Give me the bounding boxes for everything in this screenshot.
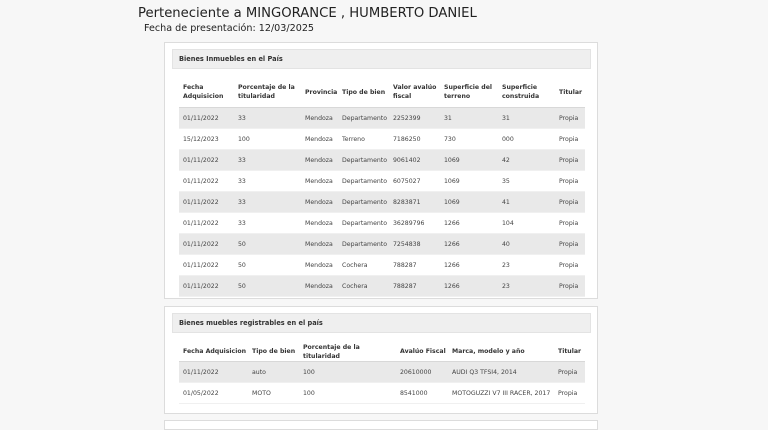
table-cell: Departamento (338, 150, 389, 171)
real-estate-table-header (179, 77, 585, 108)
table-cell: Departamento (338, 192, 389, 213)
table-cell: 01/11/2022 (179, 150, 234, 171)
table-cell: Mendoza (301, 213, 338, 234)
table-cell: Propia (555, 171, 585, 192)
table-cell: 35 (498, 171, 555, 192)
table-cell: 01/11/2022 (179, 108, 234, 129)
table-row (179, 234, 585, 255)
table-cell: 50 (234, 276, 301, 297)
column-header: Fecha Adquisicion (179, 77, 234, 108)
table-cell: Propia (555, 234, 585, 255)
column-header: Titular (554, 342, 585, 362)
table-cell: 1069 (440, 192, 498, 213)
table-cell: 33 (234, 150, 301, 171)
table-cell: Departamento (338, 213, 389, 234)
table-cell: auto (248, 362, 299, 383)
table-cell: AUDI Q3 TFSI4, 2014 (448, 362, 554, 383)
table-cell: 01/11/2022 (179, 362, 248, 383)
table-cell: 31 (498, 108, 555, 129)
table-cell: 50 (234, 255, 301, 276)
table-cell: 7254838 (389, 234, 440, 255)
table-cell: Mendoza (301, 150, 338, 171)
column-header: Valor avalúo fiscal (389, 77, 440, 108)
table-cell: 23 (498, 276, 555, 297)
table-cell: 8541000 (396, 383, 448, 404)
table-cell: 100 (299, 362, 396, 383)
table-cell: Mendoza (301, 171, 338, 192)
owner-title: Perteneciente a MINGORANCE , HUMBERTO DANIEL (138, 6, 477, 21)
table-cell: 15/12/2023 (179, 129, 234, 150)
table-row (179, 213, 585, 234)
table-cell: Propia (555, 150, 585, 171)
table-cell: Propia (555, 255, 585, 276)
table-row (179, 171, 585, 192)
table-cell: Departamento (338, 108, 389, 129)
table-cell: 788287 (389, 276, 440, 297)
column-header: Avalúo Fiscal (396, 342, 448, 362)
movable-assets-table (179, 342, 585, 404)
table-row (179, 108, 585, 129)
table-cell: 36289796 (389, 213, 440, 234)
table-cell: 01/11/2022 (179, 213, 234, 234)
table-cell: 104 (498, 213, 555, 234)
table-cell: MOTOGUZZI V7 III RACER, 2017 (448, 383, 554, 404)
table-cell: 1266 (440, 255, 498, 276)
movable-assets-panel-title: Bienes muebles registrables en el país (172, 313, 591, 333)
table-cell: 8283871 (389, 192, 440, 213)
table-row (179, 129, 585, 150)
table-cell: Mendoza (301, 192, 338, 213)
column-header: Tipo de bien (338, 77, 389, 108)
table-cell: Mendoza (301, 276, 338, 297)
table-cell: Propia (555, 129, 585, 150)
table-row (179, 276, 585, 297)
next-section-panel (164, 420, 598, 430)
table-cell: 730 (440, 129, 498, 150)
table-cell: 40 (498, 234, 555, 255)
table-cell: 42 (498, 150, 555, 171)
table-cell: 23 (498, 255, 555, 276)
table-cell: 2252399 (389, 108, 440, 129)
table-cell: 33 (234, 108, 301, 129)
table-cell: 01/11/2022 (179, 171, 234, 192)
table-cell: Propia (555, 108, 585, 129)
table-row (179, 150, 585, 171)
table-cell: 01/11/2022 (179, 255, 234, 276)
table-cell: Propia (554, 362, 585, 383)
table-cell: 100 (299, 383, 396, 404)
real-estate-panel (164, 42, 598, 299)
table-cell: Propia (555, 192, 585, 213)
table-cell: 1069 (440, 171, 498, 192)
table-cell: 100 (234, 129, 301, 150)
table-cell: Propia (555, 276, 585, 297)
table-cell: Terreno (338, 129, 389, 150)
movable-assets-table-body (179, 362, 585, 404)
table-cell: 6075027 (389, 171, 440, 192)
table-cell: 20610000 (396, 362, 448, 383)
table-cell: 33 (234, 213, 301, 234)
table-cell: Propia (555, 213, 585, 234)
table-cell: 1069 (440, 150, 498, 171)
table-cell: 1266 (440, 213, 498, 234)
table-cell: Mendoza (301, 108, 338, 129)
table-cell: Propia (554, 383, 585, 404)
table-row (179, 362, 585, 383)
table-cell: Cochera (338, 255, 389, 276)
table-cell: 33 (234, 171, 301, 192)
table-cell: 01/11/2022 (179, 192, 234, 213)
table-cell: 01/11/2022 (179, 276, 234, 297)
table-cell: 50 (234, 234, 301, 255)
table-cell: Mendoza (301, 255, 338, 276)
table-cell: 1266 (440, 276, 498, 297)
table-cell: Mendoza (301, 129, 338, 150)
presentation-date: Fecha de presentación: 12/03/2025 (144, 23, 315, 34)
column-header: Titular (555, 77, 585, 108)
real-estate-table-body (179, 108, 585, 297)
column-header: Superficie del terreno (440, 77, 498, 108)
table-cell: 1266 (440, 234, 498, 255)
table-cell: 31 (440, 108, 498, 129)
column-header: Marca, modelo y año (448, 342, 554, 362)
table-cell: 788287 (389, 255, 440, 276)
table-cell: 41 (498, 192, 555, 213)
table-cell: Mendoza (301, 234, 338, 255)
column-header: Fecha Adquisicion (179, 342, 248, 362)
table-cell: MOTO (248, 383, 299, 404)
real-estate-panel-title: Bienes Inmuebles en el País (172, 49, 591, 69)
column-header: Tipo de bien (248, 342, 299, 362)
table-cell: 01/05/2022 (179, 383, 248, 404)
table-cell: Departamento (338, 234, 389, 255)
table-cell: 01/11/2022 (179, 234, 234, 255)
table-cell: Departamento (338, 171, 389, 192)
real-estate-table (179, 77, 585, 297)
table-row (179, 192, 585, 213)
table-cell: 9061402 (389, 150, 440, 171)
table-cell: 7186250 (389, 129, 440, 150)
table-row (179, 383, 585, 404)
movable-assets-table-header (179, 342, 585, 362)
table-row (179, 255, 585, 276)
movable-assets-panel (164, 306, 598, 414)
table-cell: Cochera (338, 276, 389, 297)
column-header: Porcentaje de la titularidad (234, 77, 301, 108)
table-cell: 33 (234, 192, 301, 213)
column-header: Porcentaje de la titularidad (299, 342, 396, 362)
column-header: Superficie construida (498, 77, 555, 108)
column-header: Provincia (301, 77, 338, 108)
table-cell: 000 (498, 129, 555, 150)
